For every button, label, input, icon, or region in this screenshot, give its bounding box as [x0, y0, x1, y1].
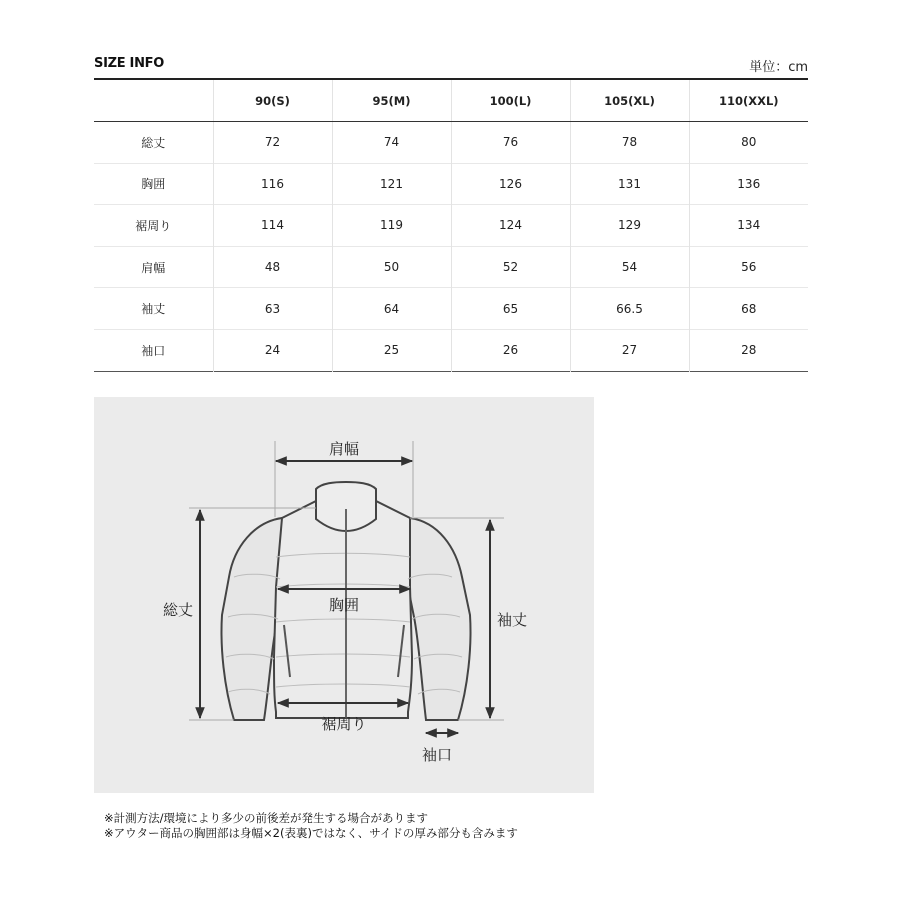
table-cell: 129	[570, 205, 689, 247]
table-cell: 25	[332, 329, 451, 371]
table-cell: 136	[689, 163, 808, 205]
table-cell: 119	[332, 205, 451, 247]
table-row	[94, 288, 808, 330]
table-cell: 80	[689, 122, 808, 164]
table-cell: 24	[213, 329, 332, 371]
table-row	[94, 163, 808, 205]
table-cell: 72	[213, 122, 332, 164]
table-cell: 48	[213, 246, 332, 288]
unit-label: 単位：cm	[749, 60, 808, 75]
cuff-label: 袖口	[421, 746, 453, 764]
total-length-label: 総丈	[162, 601, 194, 619]
row-label: 袖口	[94, 329, 213, 371]
table-row	[94, 329, 808, 371]
section-title: SIZE INFO	[94, 56, 164, 71]
chest-label: 胸囲	[328, 596, 360, 614]
table-cell: 28	[689, 329, 808, 371]
column-header: 95(M)	[332, 79, 451, 122]
hem-label: 裾周り	[321, 715, 367, 733]
note-line: ※アウター商品の胸囲部は身幅×2(表裏)ではなく、サイドの厚み部分も含みます	[104, 826, 518, 840]
table-cell: 64	[332, 288, 451, 330]
row-label: 肩幅	[94, 246, 213, 288]
table-cell: 50	[332, 246, 451, 288]
table-cell: 52	[451, 246, 570, 288]
table-cell: 121	[332, 163, 451, 205]
table-cell: 66.5	[570, 288, 689, 330]
shoulder-label: 肩幅	[328, 440, 360, 458]
table-cell: 27	[570, 329, 689, 371]
table-cell: 65	[451, 288, 570, 330]
table-cell: 54	[570, 246, 689, 288]
column-header: 100(L)	[451, 79, 570, 122]
jacket-illustration	[94, 397, 594, 793]
row-label: 袖丈	[94, 288, 213, 330]
table-cell: 63	[213, 288, 332, 330]
row-label: 総丈	[141, 135, 166, 150]
table-row	[94, 205, 808, 247]
table-cell: 134	[689, 205, 808, 247]
table-cell: 131	[570, 163, 689, 205]
table-cell: 126	[451, 163, 570, 205]
row-label: 裾周り	[94, 205, 213, 247]
notes	[104, 811, 518, 841]
table-cell: 116	[213, 163, 332, 205]
table-row	[94, 122, 808, 164]
table-cell: 74	[332, 122, 451, 164]
table-cell: 26	[451, 329, 570, 371]
note-line: ※計測方法/環境により多少の前後差が発生する場合があります	[104, 811, 429, 825]
sleeve-length-label: 袖丈	[496, 611, 528, 629]
table-cell: 76	[451, 122, 570, 164]
size-table	[94, 78, 808, 372]
table-cell: 124	[451, 205, 570, 247]
table-cell: 68	[689, 288, 808, 330]
table-cell: 114	[213, 205, 332, 247]
row-label: 胸囲	[94, 163, 213, 205]
column-header: 105(XL)	[570, 79, 689, 122]
table-row	[94, 246, 808, 288]
measurement-diagram	[94, 397, 594, 793]
column-header: 110(XXL)	[689, 79, 808, 122]
size-info-header	[94, 56, 808, 78]
column-header: 90(S)	[213, 79, 332, 122]
table-cell: 56	[689, 246, 808, 288]
table-header-row	[94, 79, 808, 122]
table-corner-cell	[94, 79, 213, 122]
table-cell: 78	[570, 122, 689, 164]
